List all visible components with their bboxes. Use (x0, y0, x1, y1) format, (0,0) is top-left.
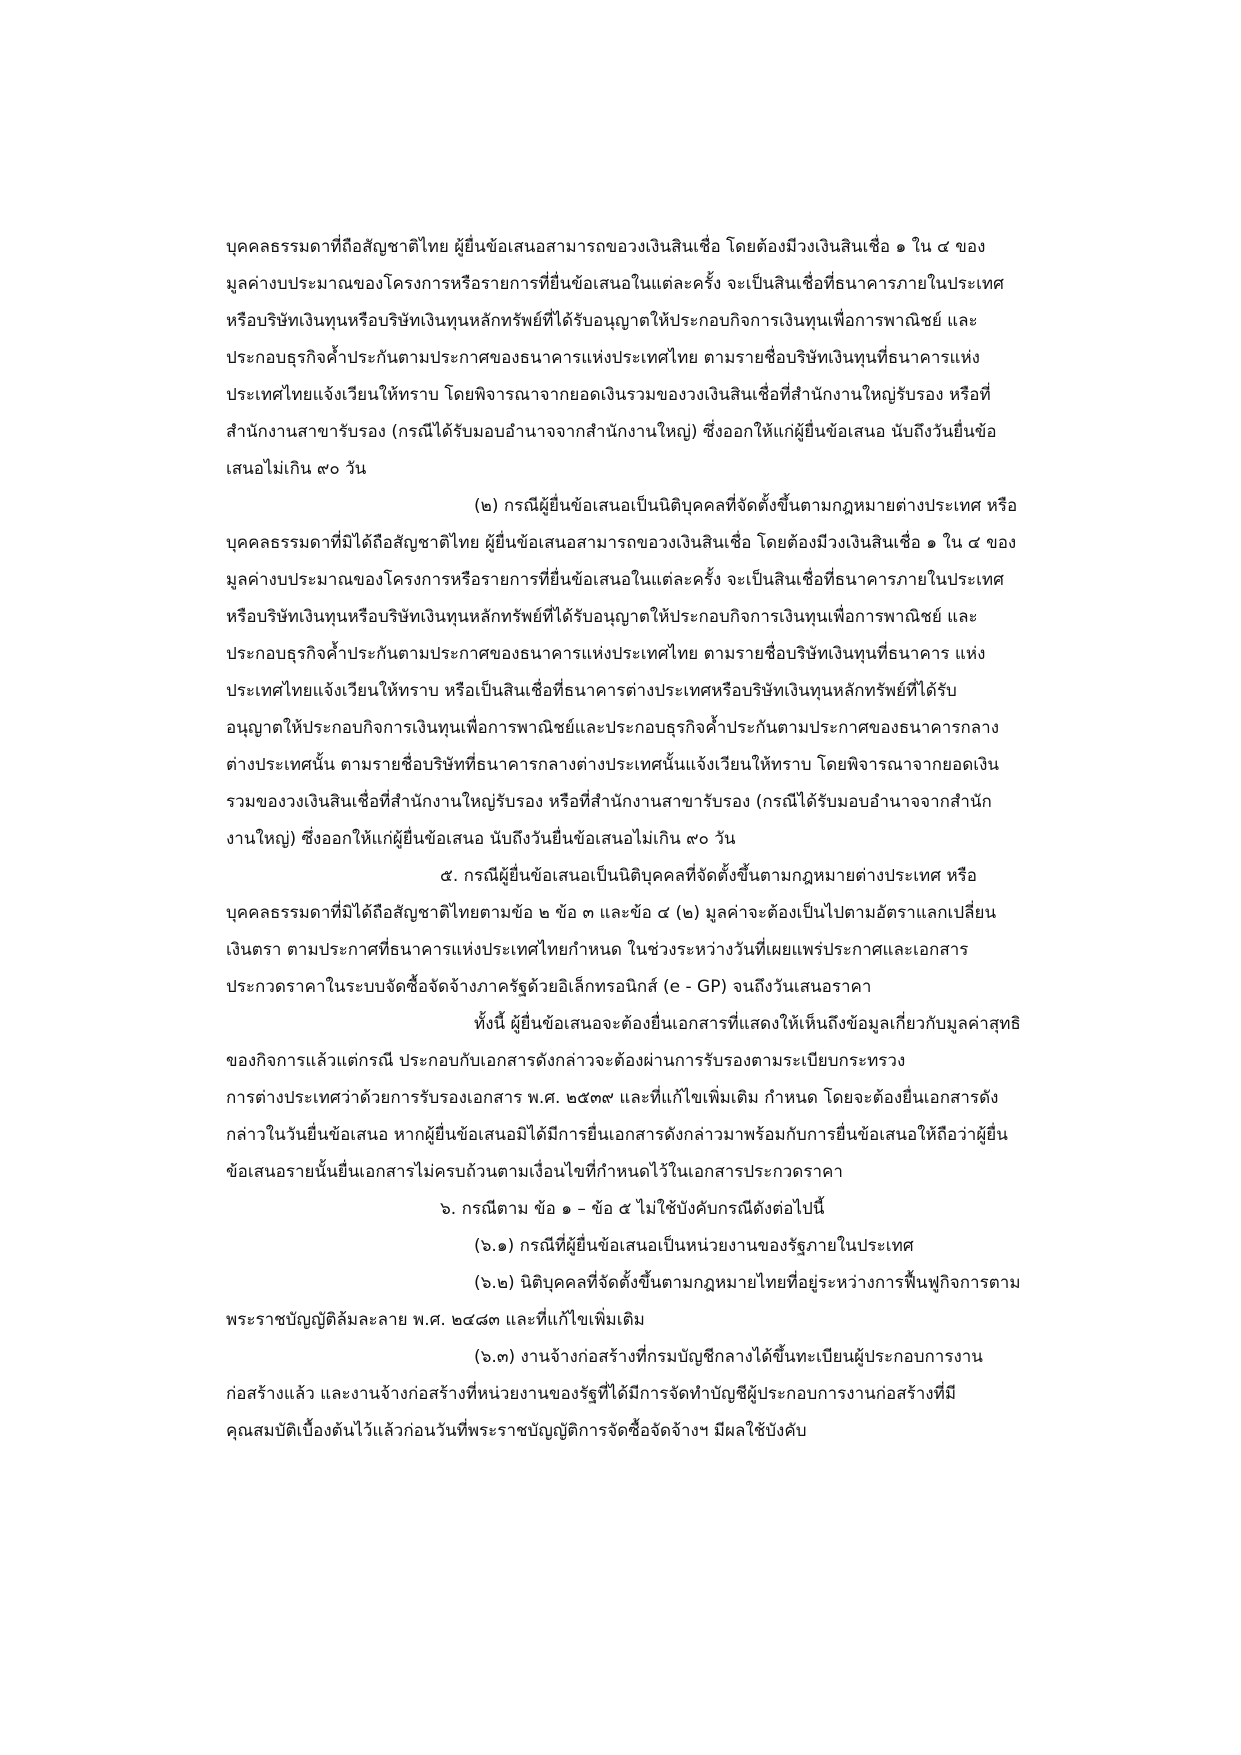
text-line: ของกิจการแล้วแต่กรณี ประกอบกับเอกสารดังกล่าวจะต้องผ่านการรับรองตามระเบียบกระทรวง (226, 1051, 906, 1071)
text-line: บุคคลธรรมดาที่มิได้ถือสัญชาติไทย ผู้ยื่นข้อเสนอสามารถขอวงเงินสินเชื่อ โดยต้องมีวงเงินสินเชื่อ ๑ ใน ๔ ของ (226, 533, 1017, 553)
text-line: หรือบริษัทเงินทุนหรือบริษัทเงินทุนหลักทรัพย์ที่ได้รับอนุญาตให้ประกอบกิจการเงินทุนเพื่อการพาณิชย์ และ (226, 311, 978, 331)
text-line: รวมของวงเงินสินเชื่อที่สำนักงานใหญ่รับรอง หรือที่สำนักงานสาขารับรอง (กรณีได้รับมอบอำนาจจากสำนัก (226, 792, 992, 812)
text-line: หรือบริษัทเงินทุนหรือบริษัทเงินทุนหลักทรัพย์ที่ได้รับอนุญาตให้ประกอบกิจการเงินทุนเพื่อการพาณิชย์ และ (226, 607, 978, 627)
text-line: พระราชบัญญัติล้มละลาย พ.ศ. ๒๔๘๓ และที่แก้ไขเพิ่มเติม (226, 1310, 645, 1330)
text-line: การต่างประเทศว่าด้วยการรับรองเอกสาร พ.ศ. ๒๕๓๙ และที่แก้ไขเพิ่มเติม กำหนด โดยจะต้องยื่นเอกสารดัง (226, 1088, 999, 1108)
text-line: ประเทศไทยแจ้งเวียนให้ทราบ หรือเป็นสินเชื่อที่ธนาคารต่างประเทศหรือบริษัทเงินทุนหลักทรัพย์ที่ได้รับ (226, 681, 957, 701)
text-line: ประกวดราคาในระบบจัดซื้อจัดจ้างภาครัฐด้วยอิเล็กทรอนิกส์ (e - GP) จนถึงวันเสนอราคา (226, 977, 872, 997)
text-line: ต่างประเทศนั้น ตามรายชื่อบริษัทที่ธนาคารกลางต่างประเทศนั้นแจ้งเวียนให้ทราบ โดยพิจารณาจากยอดเงิน (226, 755, 1000, 775)
text-line: ๕. กรณีผู้ยื่นข้อเสนอเป็นนิติบุคคลที่จัดตั้งขึ้นตามกฎหมายต่างประเทศ หรือ (440, 866, 978, 886)
text-line: มูลค่างบประมาณของโครงการหรือรายการที่ยื่นข้อเสนอในแต่ละครั้ง จะเป็นสินเชื่อที่ธนาคารภายในประเทศ (226, 274, 1004, 294)
text-line: เงินตรา ตามประกาศที่ธนาคารแห่งประเทศไทยกำหนด ในช่วงระหว่างวันที่เผยแพร่ประกาศและเอกสาร (226, 940, 969, 960)
text-line: ๖. กรณีตาม ข้อ ๑ – ข้อ ๕ ไม่ใช้บังคับกรณีดังต่อไปนี้ (440, 1199, 825, 1219)
text-line: ข้อเสนอรายนั้นยื่นเอกสารไม่ครบถ้วนตามเงื่อนไขที่กำหนดไว้ในเอกสารประกวดราคา (226, 1162, 843, 1182)
text-line: กล่าวในวันยื่นข้อเสนอ หากผู้ยื่นข้อเสนอมิได้มีการยื่นเอกสารดังกล่าวมาพร้อมกับการยื่นข้อเสนอให้ถือว่าผู้ยื่น (226, 1125, 1008, 1145)
text-line: บุคคลธรรมดาที่มิได้ถือสัญชาติไทยตามข้อ ๒ ข้อ ๓ และข้อ ๔ (๒) มูลค่าจะต้องเป็นไปตามอัตราแลกเปลี่ยน (226, 903, 997, 923)
text-line: ประเทศไทยแจ้งเวียนให้ทราบ โดยพิจารณาจากยอดเงินรวมของวงเงินสินเชื่อที่สำนักงานใหญ่รับรอง หรือที่ (226, 385, 991, 405)
text-line: (๖.๒) นิติบุคคลที่จัดตั้งขึ้นตามกฎหมายไทยที่อยู่ระหว่างการฟื้นฟูกิจการตาม (474, 1273, 1021, 1293)
text-line: งานใหญ่) ซึ่งออกให้แก่ผู้ยื่นข้อเสนอ นับถึงวันยื่นข้อเสนอไม่เกิน ๙๐ วัน (226, 829, 736, 849)
text-line: ก่อสร้างแล้ว และงานจ้างก่อสร้างที่หน่วยงานของรัฐที่ได้มีการจัดทำบัญชีผู้ประกอบการงานก่อสร้างที่มี (226, 1384, 957, 1404)
text-line: สำนักงานสาขารับรอง (กรณีได้รับมอบอำนาจจากสำนักงานใหญ่) ซึ่งออกให้แก่ผู้ยื่นข้อเสนอ นับถึงวันยื่นข้อ (226, 422, 997, 442)
text-line: เสนอไม่เกิน ๙๐ วัน (226, 459, 367, 479)
text-line: (๖.๓) งานจ้างก่อสร้างที่กรมบัญชีกลางได้ขึ้นทะเบียนผู้ประกอบการงาน (474, 1347, 983, 1367)
text-line: มูลค่างบประมาณของโครงการหรือรายการที่ยื่นข้อเสนอในแต่ละครั้ง จะเป็นสินเชื่อที่ธนาคารภายในประเทศ (226, 570, 1004, 590)
text-line: ประกอบธุรกิจค้ำประกันตามประกาศของธนาคารแห่งประเทศไทย ตามรายชื่อบริษัทเงินทุนที่ธนาคารแห่ง (226, 348, 980, 368)
text-line: (๖.๑) กรณีที่ผู้ยื่นข้อเสนอเป็นหน่วยงานของรัฐภายในประเทศ (474, 1236, 914, 1256)
text-line: อนุญาตให้ประกอบกิจการเงินทุนเพื่อการพาณิชย์และประกอบธุรกิจค้ำประกันตามประกาศของธนาคารกลาง (226, 718, 1000, 738)
text-line: ทั้งนี้ ผู้ยื่นข้อเสนอจะต้องยื่นเอกสารที่แสดงให้เห็นถึงข้อมูลเกี่ยวกับมูลค่าสุทธิ (474, 1014, 1021, 1034)
text-line: ประกอบธุรกิจค้ำประกันตามประกาศของธนาคารแห่งประเทศไทย ตามรายชื่อบริษัทเงินทุนที่ธนาคาร แห่ง (226, 644, 986, 664)
text-line: คุณสมบัติเบื้องต้นไว้แล้วก่อนวันที่พระราชบัญญัติการจัดซื้อจัดจ้างฯ มีผลใช้บังคับ (226, 1421, 807, 1441)
text-line: บุคคลธรรมดาที่ถือสัญชาติไทย ผู้ยื่นข้อเสนอสามารถขอวงเงินสินเชื่อ โดยต้องมีวงเงินสินเชื่อ ๑ ใน ๔ ของ (226, 237, 986, 257)
text-line: (๒) กรณีผู้ยื่นข้อเสนอเป็นนิติบุคคลที่จัดตั้งขึ้นตามกฎหมายต่างประเทศ หรือ (474, 496, 1018, 516)
